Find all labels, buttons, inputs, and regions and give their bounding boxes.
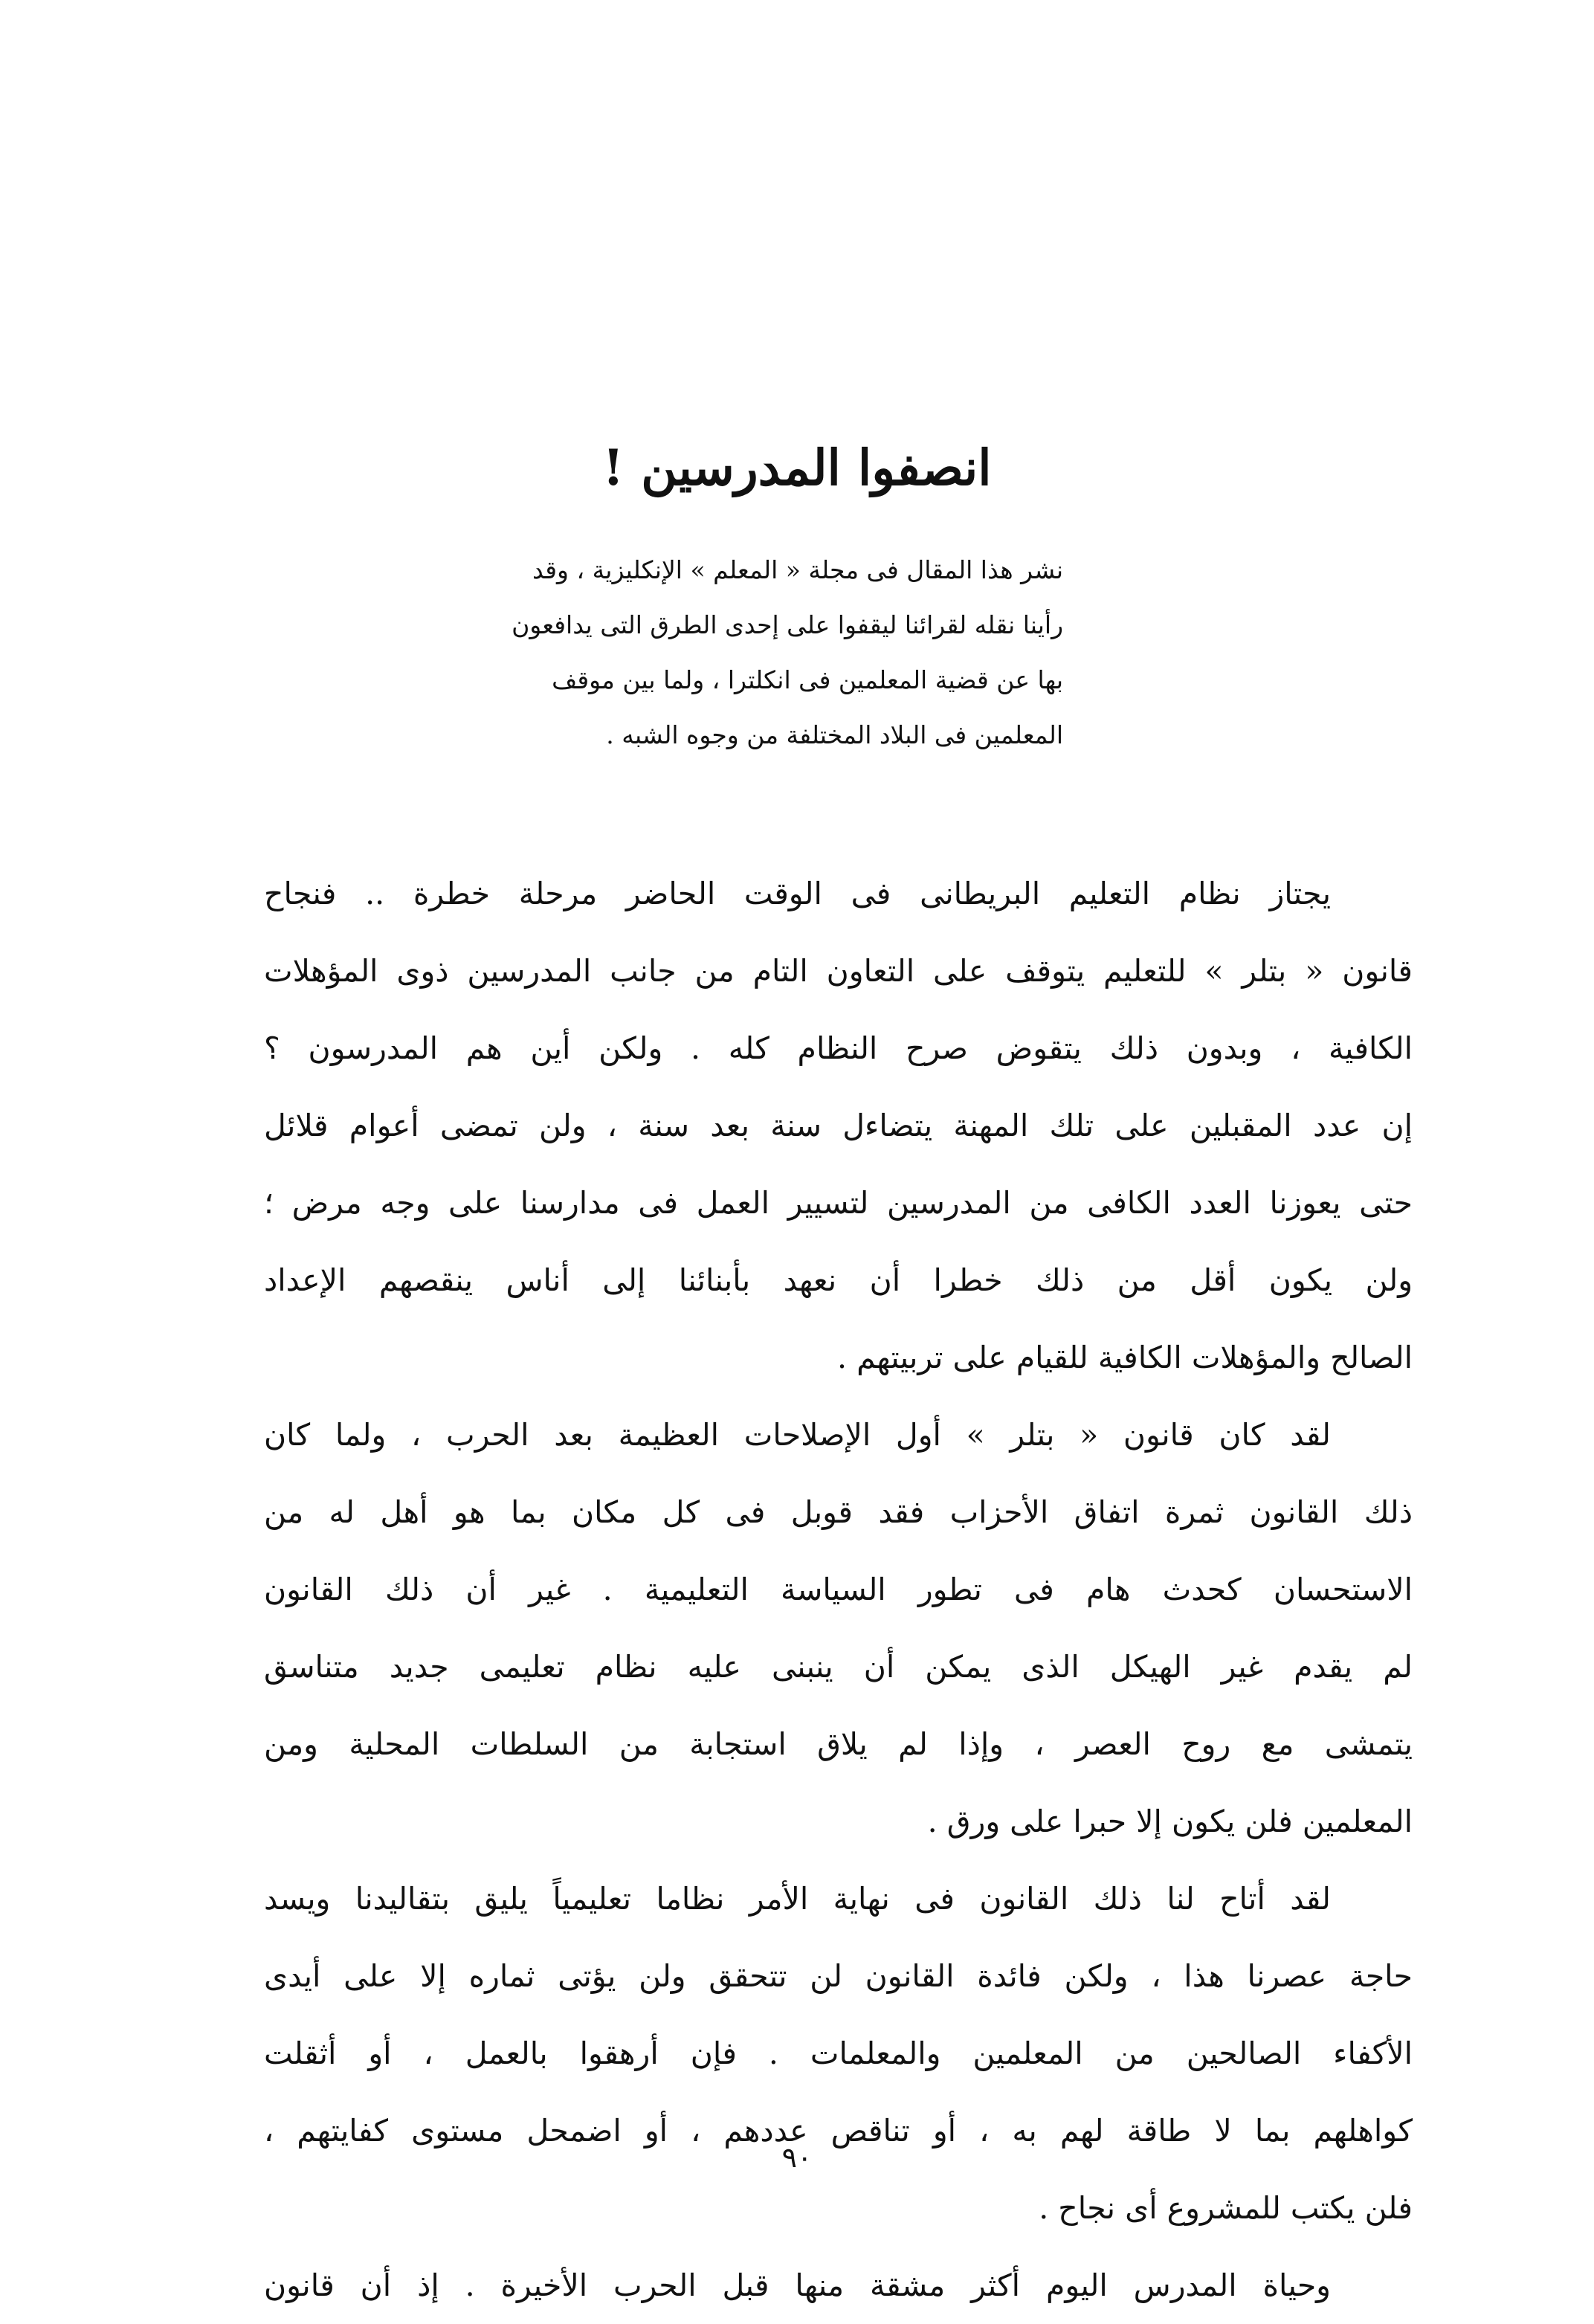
editorial-note-line: المعلمين فى البلاد المختلفة من وجوه الشبه . — [606, 720, 1063, 749]
paragraph-3-last-line: فلن يكتب للمشروع أى نجاح . — [1039, 2190, 1413, 2226]
editorial-note-line: رأينا نقله لقرائنا ليقفوا على إحدى الطرق التى يدافعون — [512, 610, 1063, 639]
paragraph-3-line: لقد أتاح لنا ذلك القانون فى نهاية الأمر نظاما تعليمياً يليق بتقاليدنا ويسد — [264, 1881, 1331, 1917]
page-number: ٩٠ — [781, 2141, 813, 2174]
paragraph-2-line: ذلك القانون ثمرة اتفاق الأحزاب فقد قوبل فى كل مكان بما هو أهل له من — [264, 1494, 1413, 1530]
paragraph-4-line: وحياة المدرس اليوم أكثر مشقة منها قبل الحرب الأخيرة . إذ أن قانون — [264, 2267, 1331, 2303]
paragraph-3-line: الأكفاء الصالحين من المعلمين والمعلمات . فإن أرهقوا بالعمل ، أو أثقلت — [264, 2036, 1413, 2071]
article-body — [264, 855, 1413, 2324]
paragraph-2-line: لم يقدم غير الهيكل الذى يمكن أن ينبنى عليه نظام تعليمى جديد متناسق — [264, 1649, 1413, 1685]
paragraph-2-line: لقد كان قانون « بتلر » أول الإصلاحات العظيمة بعد الحرب ، ولما كان — [264, 1417, 1331, 1453]
paragraph-1-line: حتى يعوزنا العدد الكافى من المدرسين لتسيير العمل فى مدارسنا على وجه مرض ؛ — [264, 1185, 1413, 1221]
paragraph-1-line: إن عدد المقبلين على تلك المهنة يتضاءل سنة بعد سنة ، ولن تمضى أعوام قلائل — [264, 1108, 1413, 1143]
paragraph-1-line: قانون « بتلر » للتعليم يتوقف على التعاون التام من جانب المدرسين ذوى المؤهلات — [264, 953, 1413, 989]
editorial-note-line: نشر هذا المقال فى مجلة « المعلم » الإنكليزية ، وقد — [532, 555, 1063, 584]
paragraph-3-line: كواهلهم بما لا طاقة لهم به ، أو تناقص عددهم ، أو اضمحل مستوى كفايتهم ، — [264, 2113, 1413, 2149]
editorial-note — [512, 543, 1063, 763]
paragraph-1-line: يجتاز نظام التعليم البريطانى فى الوقت الحاضر مرحلة خطرة .. فنجاح — [264, 876, 1331, 911]
paragraph-1-last-line: الصالح والمؤهلات الكافية للقيام على تربيتهم . — [837, 1340, 1413, 1375]
paragraph-3-line: حاجة عصرنا هذا ، ولكن فائدة القانون لن تتحقق ولن يؤتى ثماره إلا على أيدى — [264, 1958, 1413, 1994]
paragraph-1-line: الكافية ، وبدون ذلك يتقوض صرح النظام كله . ولكن أين هم المدرسون ؟ — [264, 1030, 1413, 1066]
paragraph-2-last-line: المعلمين فلن يكون إلا حبرا على ورق . — [927, 1804, 1413, 1839]
paragraph-1-line: ولن يكون أقل من ذلك خطرا أن نعهد بأبنائنا إلى أناس ينقصهم الإعداد — [264, 1262, 1413, 1298]
article-title: انصفوا المدرسين ! — [602, 439, 992, 497]
editorial-note-line: بها عن قضية المعلمين فى انكلترا ، ولما بين موقف — [552, 665, 1063, 694]
paragraph-2-line: الاستحسان كحدث هام فى تطور السياسة التعليمية . غير أن ذلك القانون — [264, 1572, 1413, 1607]
paragraph-2-line: يتمشى مع روح العصر ، وإذا لم يلاق استجابة من السلطات المحلية ومن — [264, 1726, 1413, 1762]
